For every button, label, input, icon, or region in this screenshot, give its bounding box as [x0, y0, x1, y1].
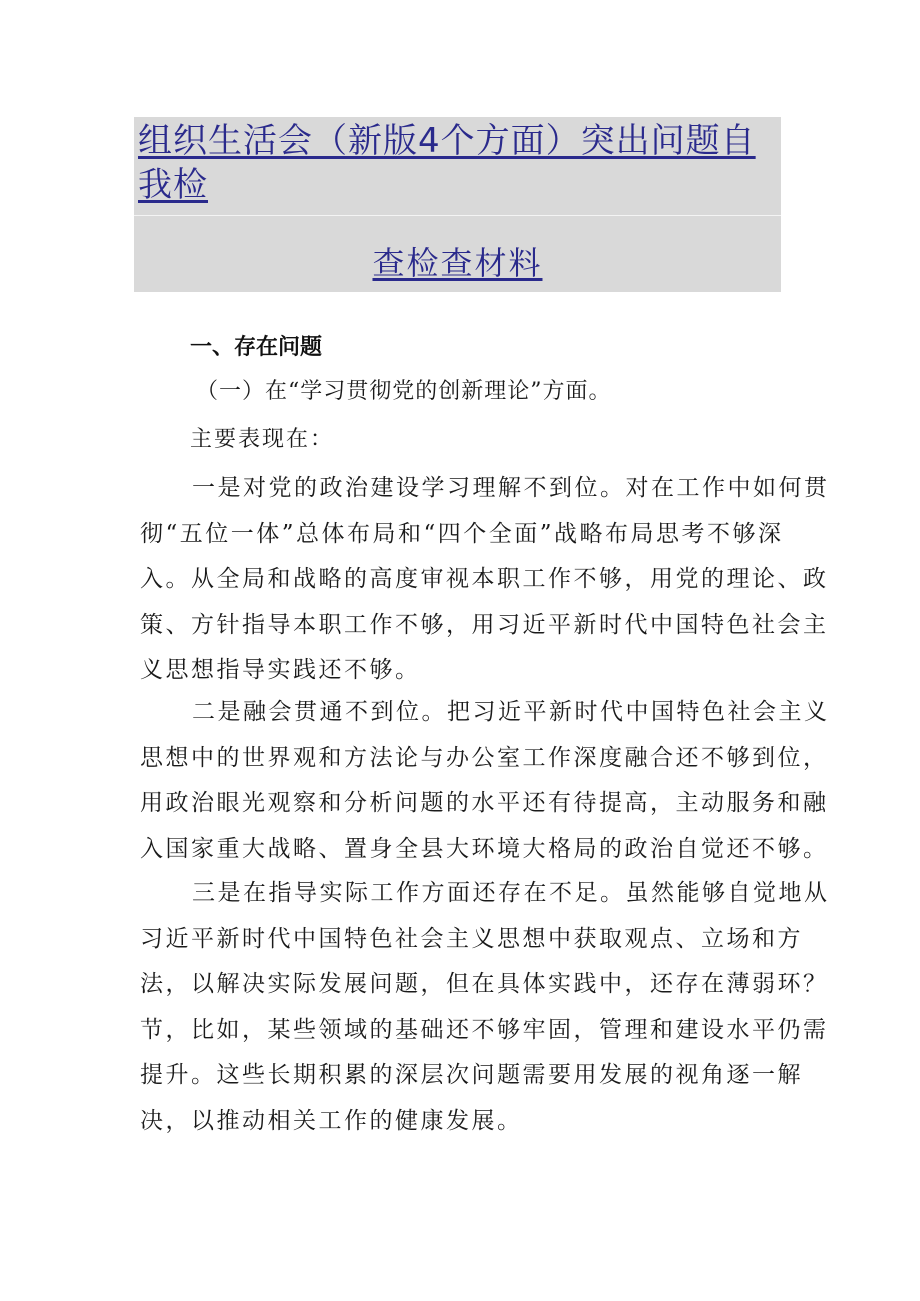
paragraph-line: 法，以解决实际发展问题，但在具体实践中，还存在薄弱环？: [140, 971, 829, 997]
paragraph-3: [140, 871, 830, 1144]
paragraph-line: 一是对党的政治建设学习理解不到位。对在工作中如何贯: [192, 475, 830, 501]
subheading: （一）在“学习贯彻党的创新理论”方面。: [196, 379, 612, 404]
paragraph-line: 彻“五位一体”总体布局和“四个全面”战略布局思考不够深: [140, 520, 784, 547]
paragraph-line: 决，以推动相关工作的健康发展。: [140, 1107, 523, 1134]
intro-text: 主要表现在：: [190, 427, 335, 452]
title-box: [134, 117, 781, 292]
section-heading: 一、存在问题: [190, 335, 323, 360]
paragraph-line: 习近平新时代中国特色社会主义思想中获取观点、立场和方: [140, 925, 803, 952]
paragraph-line: 提升。这些长期积累的深层次问题需要用发展的视角逐一解: [140, 1062, 803, 1088]
paragraph-line: 节，比如，某些领域的基础还不够牢固，管理和建设水平仍需: [140, 1016, 829, 1043]
paragraph-line: 三是在指导实际工作方面还存在不足。虽然能够自觉地从: [192, 880, 830, 906]
paragraph-line: 用政治眼光观察和分析问题的水平还有待提高，主动服务和融: [140, 790, 829, 816]
paragraph-line: 二是融会贯通不到位。把习近平新时代中国特色社会主义: [192, 699, 830, 725]
paragraph-line: 入。从全局和战略的高度审视本职工作不够，用党的理论、政: [140, 566, 829, 592]
paragraph-1: [140, 466, 830, 694]
paragraph-line: 策、方针指导本职工作不够，用习近平新时代中国特色社会主: [140, 611, 829, 638]
document-title-line-1: 组织生活会（新版4个方面）突出问题自我检: [138, 121, 756, 205]
paragraph-2: [140, 690, 830, 872]
paragraph-line: 入国家重大战略、置身全县大环境大格局的政治自觉还不够。: [140, 835, 829, 862]
paragraph-line: 思想中的世界观和方法论与办公室工作深度融合还不够到位，: [140, 744, 829, 771]
paragraph-line: 义思想指导实践还不够。: [140, 657, 421, 683]
document-title-line-2: 查检查材料: [372, 244, 543, 282]
title-divider: [134, 215, 781, 216]
